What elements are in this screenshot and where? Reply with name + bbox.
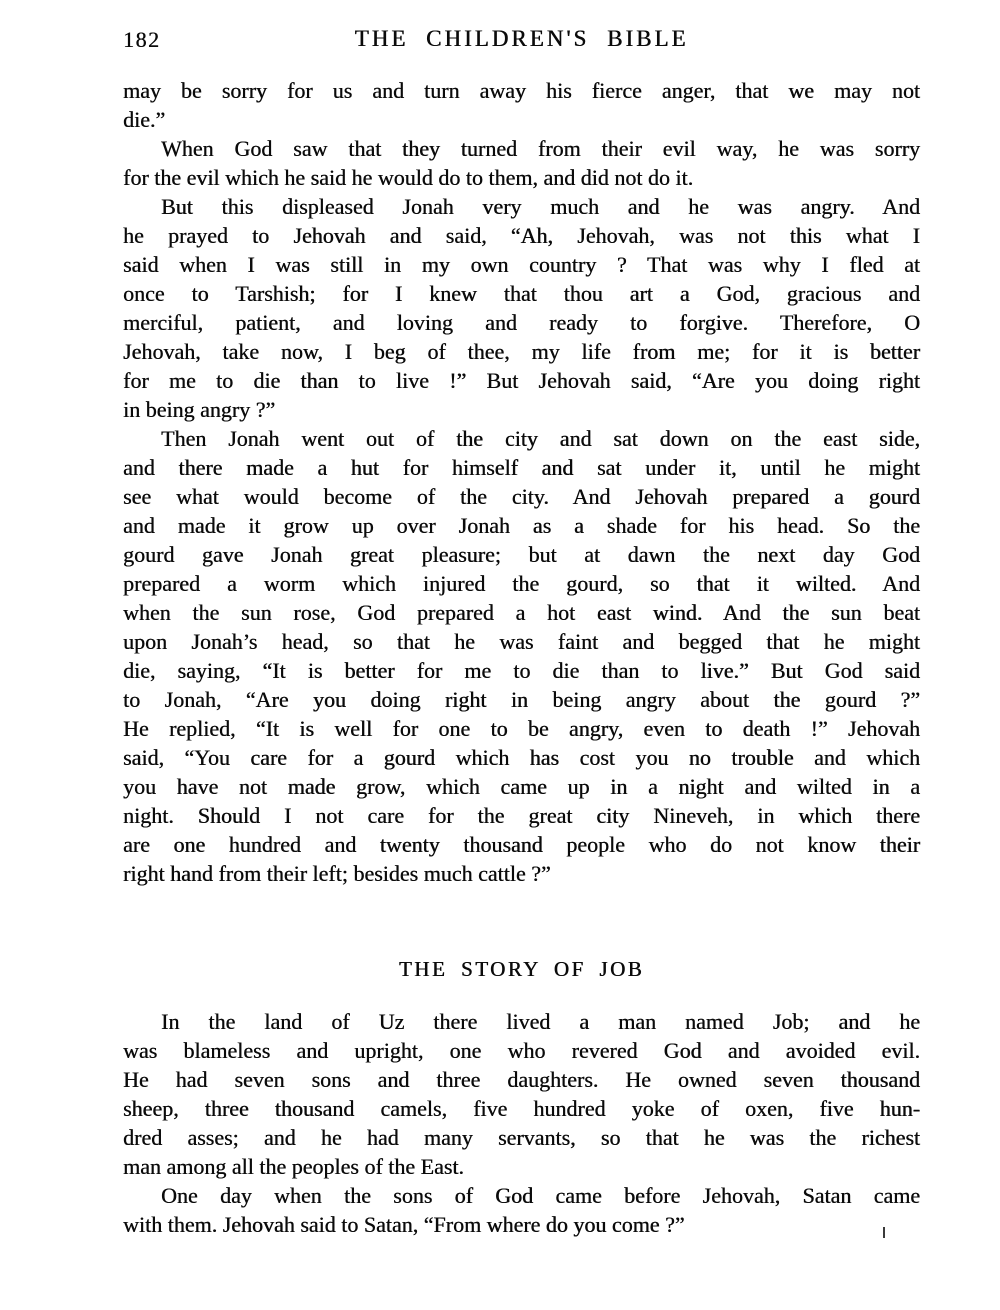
paragraph bbox=[123, 424, 920, 888]
text-line: with them. Jehovah said to Satan, “From where do you come ?” bbox=[123, 1212, 685, 1237]
text-line: Then Jonah went out of the city and sat down on the east side, bbox=[161, 426, 920, 451]
text-line: But this displeased Jonah very much and he was angry. And bbox=[161, 194, 920, 219]
text-line: man among all the peoples of the East. bbox=[123, 1154, 464, 1179]
text-line: once to Tarshish; for I knew that thou art a God, gracious and bbox=[123, 281, 920, 306]
paragraph bbox=[123, 192, 920, 424]
text-line: right hand from their left; besides much cattle ?” bbox=[123, 861, 551, 886]
text-line: when the sun rose, God prepared a hot east wind. And the sun beat bbox=[123, 600, 920, 625]
text-line: One day when the sons of God came before Jehovah, Satan came bbox=[161, 1183, 920, 1208]
text-line: for me to die than to live !” But Jehovah said, “Are you doing right bbox=[123, 368, 920, 393]
text-line: gourd gave Jonah great pleasure; but at dawn the next day God bbox=[123, 542, 920, 567]
text-line: When God saw that they turned from their evil way, he was sorry bbox=[161, 136, 920, 161]
text-line: die.” bbox=[123, 107, 166, 132]
text-line: and made it grow up over Jonah as a shade for his head. So the bbox=[123, 513, 920, 538]
text-line: prepared a worm which injured the gourd, so that it wilted. And bbox=[123, 571, 920, 596]
text-line: are one hundred and twenty thousand people who do not know their bbox=[123, 832, 920, 857]
text-line: was blameless and upright, one who revered God and avoided evil. bbox=[123, 1038, 920, 1063]
paragraph bbox=[123, 1007, 920, 1181]
text-line: may be sorry for us and turn away his fierce anger, that we may not bbox=[123, 78, 920, 103]
text-line: and there made a hut for himself and sat under it, until he might bbox=[123, 455, 920, 480]
ink-mark-artifact bbox=[883, 1227, 885, 1238]
page-number: 182 bbox=[123, 27, 161, 52]
text-line: He had seven sons and three daughters. He owned seven thousand bbox=[123, 1067, 920, 1092]
text-line: He replied, “It is well for one to be angry, even to death !” Jehovah bbox=[123, 716, 920, 741]
text-line: said when I was still in my own country ? That was why I fled at bbox=[123, 252, 920, 277]
text-line: you have not made grow, which came up in a night and wilted in a bbox=[123, 774, 920, 799]
text-line: for the evil which he said he would do to them, and did not do it. bbox=[123, 165, 694, 190]
text-line: merciful, patient, and loving and ready to forgive. Therefore, O bbox=[123, 310, 920, 335]
text-line: he prayed to Jehovah and said, “Ah, Jehovah, was not this what I bbox=[123, 223, 920, 248]
text-line: night. Should I not care for the great city Nineveh, in which there bbox=[123, 803, 920, 828]
text-line: upon Jonah’s head, so that he was faint and begged that he might bbox=[123, 629, 920, 654]
paragraph bbox=[123, 1181, 920, 1239]
paragraph bbox=[123, 134, 920, 192]
book-title: THE CHILDREN'S BIBLE bbox=[354, 26, 689, 51]
text-line: Jehovah, take now, I beg of thee, my life from me; for it is better bbox=[123, 339, 920, 364]
text-line: die, saying, “It is better for me to die than to live.” But God said bbox=[123, 658, 920, 683]
paragraph bbox=[123, 76, 920, 134]
page-body bbox=[123, 76, 920, 1239]
section-heading: THE STORY OF JOB bbox=[398, 957, 645, 981]
text-line: In the land of Uz there lived a man named Job; and he bbox=[161, 1009, 920, 1034]
text-line: see what would become of the city. And Jehovah prepared a gourd bbox=[123, 484, 920, 509]
text-line: to Jonah, “Are you doing right in being angry about the gourd ?” bbox=[123, 687, 920, 712]
text-line: said, “You care for a gourd which has cost you no trouble and which bbox=[123, 745, 920, 770]
text-line: dred asses; and he had many servants, so that he was the richest bbox=[123, 1125, 920, 1150]
text-line: in being angry ?” bbox=[123, 397, 276, 422]
text-line: sheep, three thousand camels, five hundred yoke of oxen, five hun- bbox=[123, 1096, 920, 1121]
page-header bbox=[123, 26, 920, 56]
